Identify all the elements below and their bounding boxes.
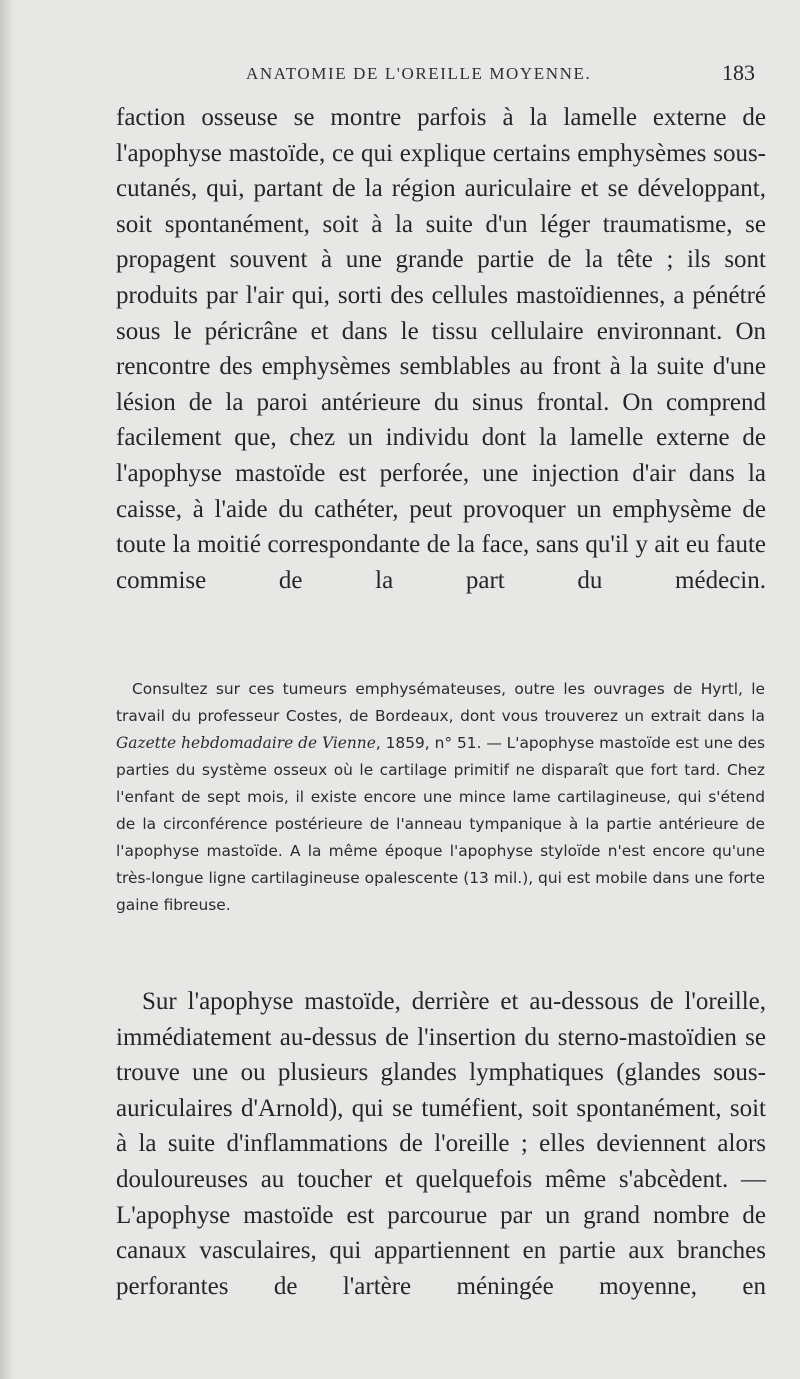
page-header	[0, 60, 800, 90]
page-gutter-shadow	[0, 0, 14, 1379]
page-number: 183	[722, 60, 755, 85]
footnote-text-end: , 1859, n° 51. — L'apophyse mastoïde est une des parties du système osseux où le cartilage primitif ne disparaît que fort tard. Chez l'enfant de sept mois, il existe encore une mince lame cartilagineuse, qui s'étend de la circonférence postérieure de l'anneau tympanique à la partie antérieure de l'apophyse mastoïde. A la même époque l'apophyse styloïde n'est encore qu'une très-longue ligne cartilagineuse opalescente (13 mil.), qui est mobile dans une forte gaine fibreuse.	[116, 734, 765, 914]
footnote-journal-title: Gazette hebdomadaire de Vienne	[116, 734, 376, 752]
body-paragraph: Sur l'apophyse mastoïde, derrière et au-dessous de l'oreille, immédiatement au-dessus de l'insertion du sterno-mastoïdien se trouve une ou plusieurs glandes lymphatiques (glandes sous-auriculaires d'Arnold), qui se tuméfient, soit spontanément, soit à la suite d'inflammations de l'oreille ; elles deviennent alors douloureuses au toucher et quelquefois même s'abcèdent. — L'apophyse mastoïde est parcourue par un grand nombre de canaux vasculaires, qui appartiennent en partie aux branches perforantes de l'artère méningée moyenne, en	[116, 988, 766, 1300]
body-paragraph: faction osseuse se montre parfois à la lamelle externe de l'apophyse mastoïde, ce qui explique certains emphysèmes sous-cutanés, qui, partant de la région auriculaire et se développant, soit spontanément, soit à la suite d'un léger traumatisme, se propagent souvent à une grande partie de la tête ; ils sont produits par l'air qui, sorti des cellules mastoïdiennes, a pénétré sous le péricrâne et dans le tissu cellulaire environnant. On rencontre des emphysèmes semblables au front à la suite d'une lésion de la paroi antérieure du sinus frontal. On comprend facilement que, chez un individu dont la lamelle externe de l'apophyse mastoïde est perforée, une injection d'air dans la caisse, à l'aide du cathéter, peut provoquer un emphysème de toute la moitié correspondante de la face, sans qu'il y ait eu faute commise de la part du médecin.	[116, 104, 766, 594]
running-title: ANATOMIE DE L'OREILLE MOYENNE.	[246, 64, 592, 83]
footnote-text-start: Consultez sur ces tumeurs emphysémateuses, outre les ouvrages de Hyrtl, le travail du professeur Costes, de Bordeaux, dont vous trouverez un extrait dans la	[116, 680, 765, 725]
footnote	[116, 676, 765, 919]
